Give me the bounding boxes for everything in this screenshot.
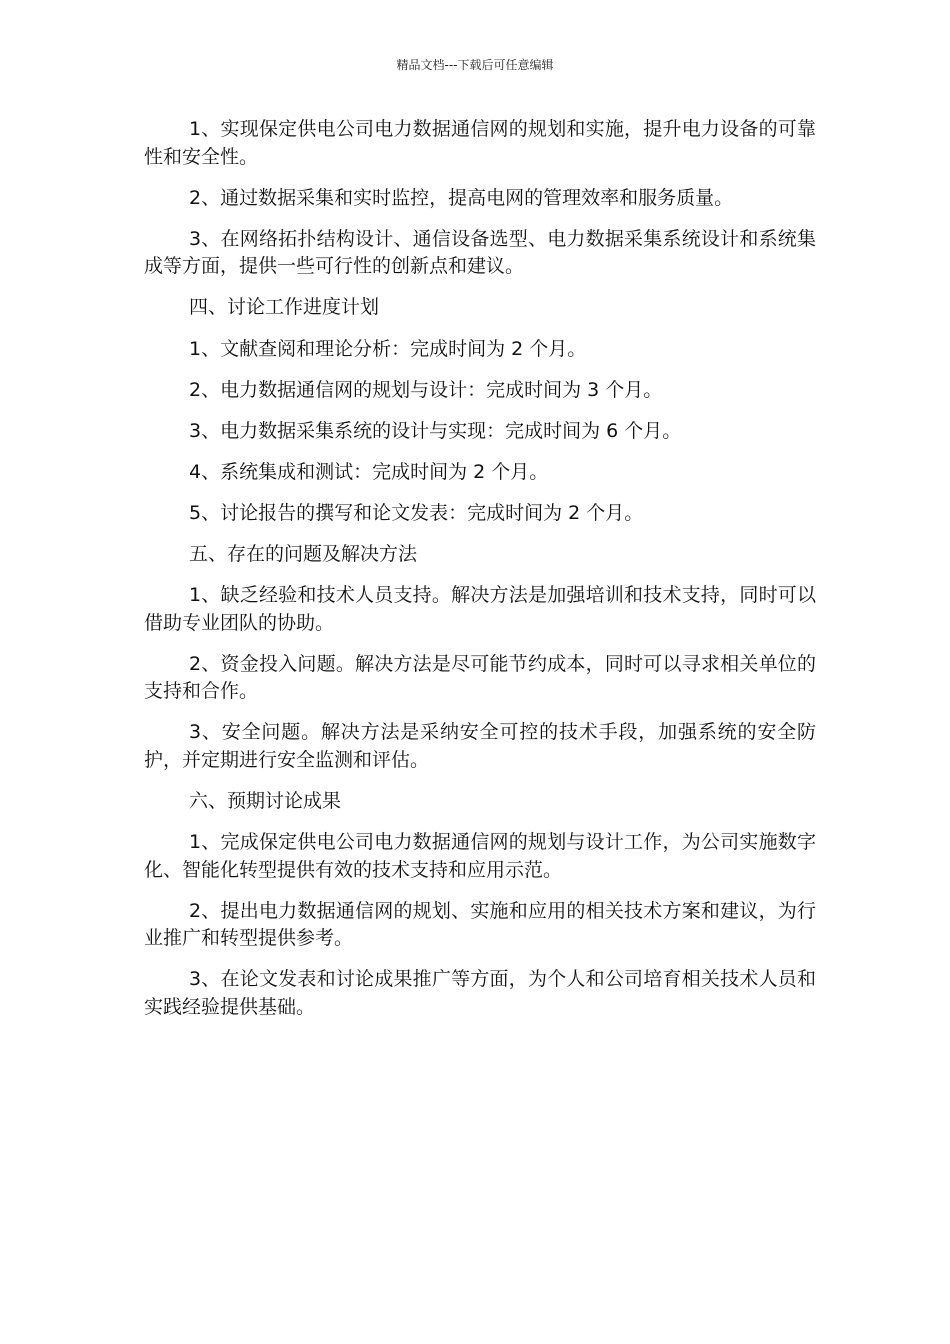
paragraph-schedule-3: 3、电力数据采集系统的设计与实现：完成时间为 6 个月。 — [189, 419, 682, 442]
paragraph-problem-1: 1、缺乏经验和技术人员支持。解决方法是加强培训和技术支持，同时可以借助专业团队的协助。 — [144, 584, 816, 634]
paragraph-goal-1: 1、实现保定供电公司电力数据通信网的规划和实施，提升电力设备的可靠性和安全性。 — [144, 118, 816, 168]
page-header: 精品文档---下载后可任意编辑 — [396, 58, 554, 72]
paragraph-goal-3: 3、在网络拓扑结构设计、通信设备选型、电力数据采集系统设计和系统集成等方面，提供一些可行性的创新点和建议。 — [144, 227, 816, 277]
section-heading-problems: 五、存在的问题及解决方法 — [189, 542, 418, 565]
paragraph-problem-3: 3、安全问题。解决方法是采纳安全可控的技术手段，加强系统的安全防护，并定期进行安全监测和评估。 — [144, 721, 816, 771]
paragraph-goal-2: 2、通过数据采集和实时监控，提高电网的管理效率和服务质量。 — [189, 186, 734, 209]
section-heading-outcomes: 六、预期讨论成果 — [189, 789, 342, 812]
paragraph-schedule-4: 4、系统集成和测试：完成时间为 2 个月。 — [189, 460, 549, 483]
paragraph-schedule-5: 5、讨论报告的撰写和论文发表：完成时间为 2 个月。 — [189, 501, 644, 524]
paragraph-schedule-1: 1、文献查阅和理论分析：完成时间为 2 个月。 — [189, 337, 587, 360]
section-heading-schedule: 四、讨论工作进度计划 — [189, 296, 380, 318]
paragraph-outcome-1: 1、完成保定供电公司电力数据通信网的规划与设计工作，为公司实施数字化、智能化转型提供有效的技术支持和应用示范。 — [144, 831, 816, 881]
document-body — [144, 116, 816, 1035]
paragraph-schedule-2: 2、电力数据通信网的规划与设计：完成时间为 3 个月。 — [189, 378, 663, 401]
paragraph-outcome-3: 3、在论文发表和讨论成果推广等方面，为个人和公司培育相关技术人员和实践经验提供基础。 — [144, 968, 816, 1018]
paragraph-problem-2: 2、资金投入问题。解决方法是尽可能节约成本，同时可以寻求相关单位的支持和合作。 — [144, 652, 816, 702]
paragraph-outcome-2: 2、提出电力数据通信网的规划、实施和应用的相关技术方案和建议，为行业推广和转型提供参考。 — [144, 899, 816, 949]
